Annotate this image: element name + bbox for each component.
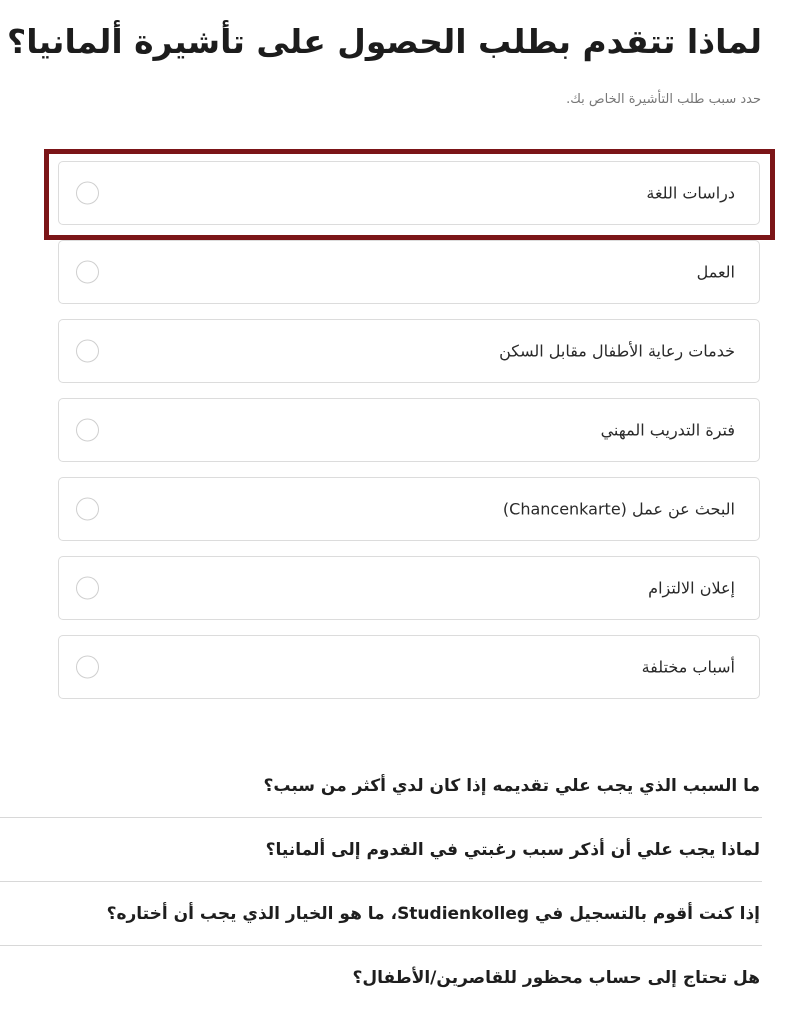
page-subtitle: حدد سبب طلب التأشيرة الخاص بك. [566, 92, 761, 107]
radio-button[interactable] [76, 656, 99, 679]
option-label: فترة التدريب المهني [600, 420, 735, 440]
option-label: دراسات اللغة [646, 183, 735, 203]
radio-button[interactable] [76, 261, 99, 284]
option-vocational-training[interactable] [58, 398, 760, 462]
option-label: أسباب مختلفة [641, 657, 735, 677]
radio-button[interactable] [76, 340, 99, 363]
faq-item-studienkolleg[interactable] [0, 882, 762, 946]
option-job-search[interactable] [58, 477, 760, 541]
radio-button[interactable] [76, 498, 99, 521]
option-au-pair[interactable] [58, 319, 760, 383]
faq-item-why-state-reason[interactable] [0, 818, 762, 882]
faq-question: ما السبب الذي يجب علي تقديمه إذا كان لدي أكثر من سبب؟ [263, 775, 760, 796]
faq-question: هل تحتاج إلى حساب محظور للقاصرين/الأطفال؟ [352, 968, 760, 988]
option-declaration-of-commitment[interactable] [58, 556, 760, 620]
option-language-studies[interactable] [58, 161, 760, 225]
option-label: خدمات رعاية الأطفال مقابل السكن [499, 341, 735, 361]
faq-item-blocked-account-minors[interactable] [0, 946, 762, 1010]
radio-button[interactable] [76, 577, 99, 600]
faq-item-multiple-reasons[interactable] [0, 754, 762, 818]
page-title: لماذا تتقدم بطلب الحصول على تأشيرة ألمانيا؟ [7, 22, 762, 61]
faq-question: لماذا يجب علي أن أذكر سبب رغبتي في القدوم إلى ألمانيا؟ [265, 839, 760, 860]
option-label: العمل [696, 262, 735, 282]
visa-reason-options [58, 161, 760, 714]
radio-button[interactable] [76, 182, 99, 205]
option-label: إعلان الالتزام [648, 578, 735, 598]
faq-list [0, 754, 762, 1010]
option-label: البحث عن عمل (Chancenkarte) [502, 499, 735, 519]
option-work[interactable] [58, 240, 760, 304]
faq-question: إذا كنت أقوم بالتسجيل في Studienkolleg، ما هو الخيار الذي يجب أن أختاره؟ [106, 903, 760, 924]
option-other-reasons[interactable] [58, 635, 760, 699]
radio-button[interactable] [76, 419, 99, 442]
